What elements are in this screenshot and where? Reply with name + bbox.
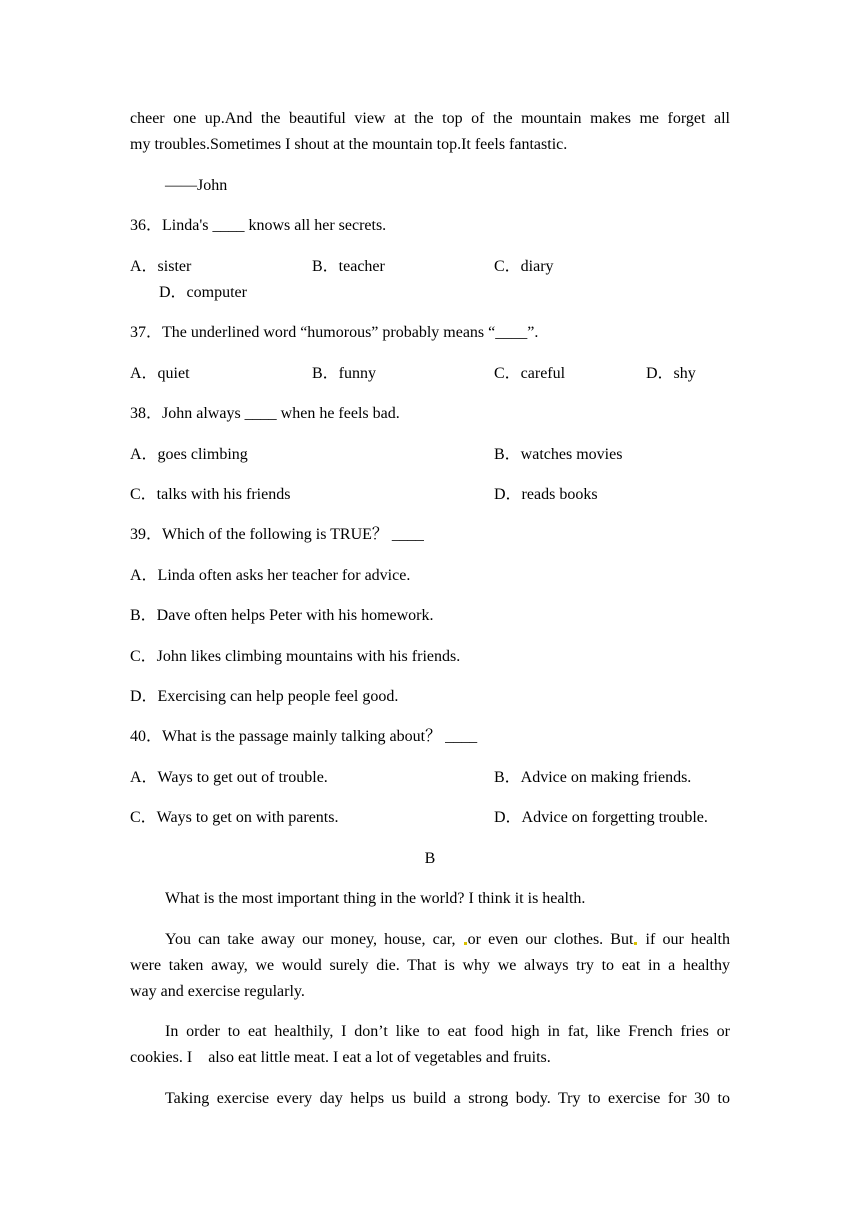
question-40 <box>130 727 477 747</box>
passage-a-line-2: my troubles.Sometimes I shout at the mountain top.It feels fantastic. <box>130 136 568 153</box>
edit-mark-icon <box>634 942 637 945</box>
section-b-paragraph-4-line-1: Taking exercise every day helps us build a strong body. Try to exercise for 30 to <box>165 1090 730 1107</box>
option-36-d[interactable]: D．computer <box>159 284 247 301</box>
option-38-b[interactable]: B．watches movies <box>494 446 623 463</box>
passage-a-line-1: cheer one up.And the beautiful view at the top of the mountain makes me forget all <box>130 110 730 127</box>
question-number: 36． <box>130 217 163 234</box>
question-number: 37． <box>130 324 163 341</box>
option-39-c[interactable]: C．John likes climbing mountains with his friends. <box>130 648 461 665</box>
question-stem: What is the passage mainly talking about？ ____ <box>162 728 478 745</box>
document-page <box>130 0 730 1216</box>
option-38-d[interactable]: D．reads books <box>494 486 598 503</box>
section-b-paragraph-2-line-1: You can take away our money, house, car, or even our clothes. But if our health <box>165 931 730 948</box>
section-b-paragraph-3-line-1: In order to eat healthily, I don’t like to eat food high in fat, like French fries or <box>165 1023 730 1040</box>
question-number: 38． <box>130 405 163 422</box>
section-b-heading: B <box>424 850 436 867</box>
option-37-d[interactable]: D．shy <box>646 365 696 382</box>
option-40-b[interactable]: B．Advice on making friends. <box>494 769 692 786</box>
question-37 <box>130 323 538 343</box>
question-38 <box>130 404 400 424</box>
question-39 <box>130 525 424 545</box>
section-b-paragraph-2-line-2: were taken away, we would surely die. That is why we always try to eat in a healthy <box>130 957 730 974</box>
option-37-b[interactable]: B．funny <box>312 365 377 382</box>
question-36 <box>130 216 386 236</box>
option-40-c[interactable]: C．Ways to get on with parents. <box>130 809 339 826</box>
option-40-a[interactable]: A．Ways to get out of trouble. <box>130 769 328 786</box>
question-stem: Linda's ____ knows all her secrets. <box>162 217 387 234</box>
edit-mark-icon <box>464 942 467 945</box>
option-39-a[interactable]: A．Linda often asks her teacher for advice. <box>130 567 411 584</box>
option-36-b[interactable]: B．teacher <box>312 258 385 275</box>
passage-a-signature: ——John <box>165 177 228 194</box>
option-38-a[interactable]: A．goes climbing <box>130 446 248 463</box>
question-stem: John always ____ when he feels bad. <box>162 405 400 422</box>
question-number: 40． <box>130 728 163 745</box>
option-39-b[interactable]: B．Dave often helps Peter with his homework. <box>130 607 434 624</box>
question-stem: Which of the following is TRUE？ ____ <box>162 526 424 543</box>
option-37-c[interactable]: C．careful <box>494 365 566 382</box>
section-b-paragraph-3-line-2: cookies. I also eat little meat. I eat a lot of vegetables and fruits. <box>130 1049 551 1066</box>
option-36-c[interactable]: C．diary <box>494 258 554 275</box>
question-stem: The underlined word “humorous” probably means “____”. <box>162 324 539 341</box>
option-36-a[interactable]: A．sister <box>130 258 192 275</box>
option-39-d[interactable]: D．Exercising can help people feel good. <box>130 688 399 705</box>
question-number: 39． <box>130 526 163 543</box>
option-40-d[interactable]: D．Advice on forgetting trouble. <box>494 809 708 826</box>
option-37-a[interactable]: A．quiet <box>130 365 190 382</box>
option-38-c[interactable]: C．talks with his friends <box>130 486 291 503</box>
section-b-paragraph-2-line-3: way and exercise regularly. <box>130 983 305 1000</box>
section-b-paragraph-1: What is the most important thing in the world? I think it is health. <box>165 890 586 907</box>
